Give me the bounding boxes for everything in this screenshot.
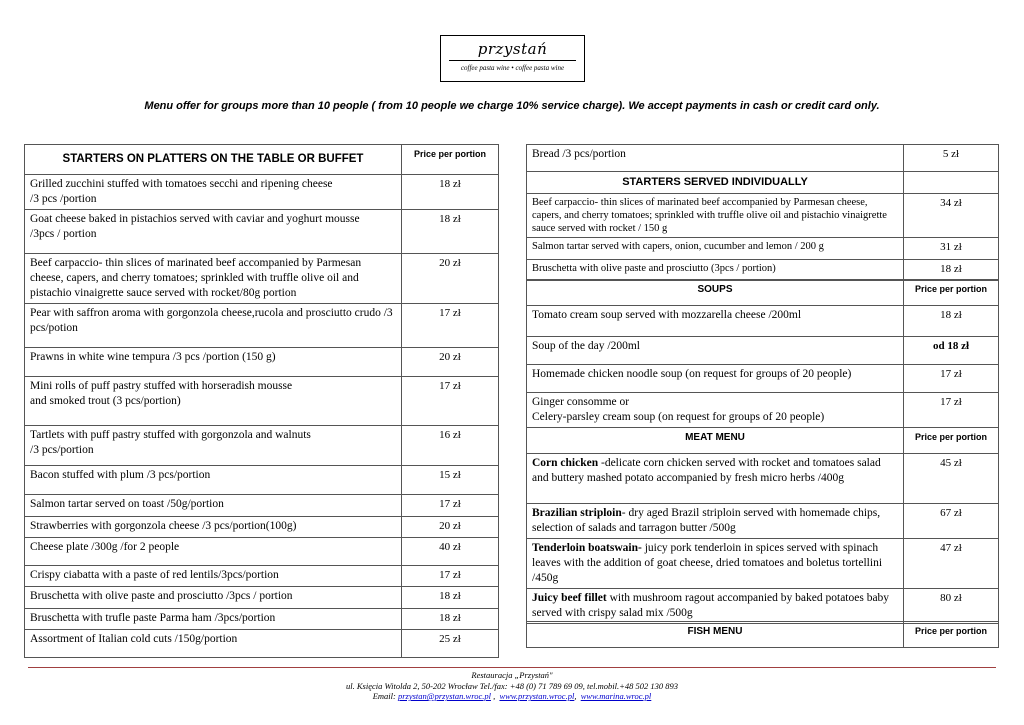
logo bbox=[440, 35, 585, 82]
dish-price: 18 zł bbox=[402, 587, 499, 609]
logo-divider bbox=[449, 60, 576, 61]
dish-name bbox=[527, 454, 904, 504]
dish-price: 20 zł bbox=[402, 254, 499, 304]
footer-divider bbox=[28, 667, 996, 668]
dish-name bbox=[527, 539, 904, 589]
dish-name: Ginger consomme or Celery-parsley cream soup (on request for groups of 20 people) bbox=[527, 393, 904, 428]
price-header: Price per portion bbox=[904, 428, 999, 454]
dish-price: 18 zł bbox=[904, 306, 999, 337]
dish-name: Homemade chicken noodle soup (on request for groups of 20 people) bbox=[527, 365, 904, 393]
starters-platter-table bbox=[24, 144, 499, 658]
dish-price: 18 zł bbox=[402, 210, 499, 254]
dish-name: Pear with saffron aroma with gorgonzola cheese,rucola and prosciutto crudo /3 pcs/potion bbox=[25, 304, 402, 348]
fish-table bbox=[526, 621, 999, 648]
dish-name: Goat cheese baked in pistachios served with caviar and yoghurt mousse /3pcs / portion bbox=[25, 210, 402, 254]
dish-price: 80 zł bbox=[904, 589, 999, 624]
contact-links: Email: przystan@przystan.wroc.pl , www.przystan.wroc.pl, www.marina.wroc.pl bbox=[372, 691, 652, 701]
dish-price: 25 zł bbox=[402, 630, 499, 658]
dish-name: Bruschetta with trufle paste Parma ham /3pcs/portion bbox=[25, 609, 402, 630]
dish-name: Assortment of Italian cold cuts /150g/portion bbox=[25, 630, 402, 658]
dish-description: -delicate corn chicken served with rocket and tomatoes salad and buttery mashed potato accompanied by fresh micro herbs /400g bbox=[532, 457, 881, 484]
dish-price: 17 zł bbox=[402, 377, 499, 426]
dish-name: Salmon tartar served on toast /50g/portion bbox=[25, 495, 402, 517]
section-header: STARTERS ON PLATTERS ON THE TABLE OR BUFFET bbox=[25, 145, 402, 175]
footer bbox=[0, 670, 1024, 702]
dish-price: 20 zł bbox=[402, 517, 499, 538]
dish-name: Grilled zucchini stuffed with tomatoes secchi and ripening cheese /3 pcs /portion bbox=[25, 175, 402, 210]
dish-price: 15 zł bbox=[402, 466, 499, 495]
dish-price: 34 zł bbox=[904, 194, 999, 238]
dish-price: 20 zł bbox=[402, 348, 499, 377]
meat-header: MEAT MENU bbox=[527, 428, 904, 454]
dish-title: Tenderloin boatswain- bbox=[532, 542, 642, 554]
email-label: Email: bbox=[372, 691, 398, 701]
dish-price: 67 zł bbox=[904, 504, 999, 539]
dish-name: Cheese plate /300g /for 2 people bbox=[25, 538, 402, 566]
menu-row bbox=[25, 348, 499, 377]
fish-header: FISH MENU bbox=[527, 622, 904, 648]
dish-name: Beef carpaccio- thin slices of marinated beef accompanied by Parmesan cheese, capers, and cherry tomatoes; sprinkled with truffle olive oil and pistachio vinaigrette sauce served with rocket / 150 g bbox=[527, 194, 904, 238]
menu-row bbox=[527, 539, 999, 589]
menu-row bbox=[25, 210, 499, 254]
dish-name: Prawns in white wine tempura /3 pcs /portion (150 g) bbox=[25, 348, 402, 377]
dish-title: Brazilian striploin bbox=[532, 507, 622, 519]
group-notice: Menu offer for groups more than 10 people ( from 10 people we charge 10% service charge). We accept payments in cash or credit card only. bbox=[144, 100, 880, 112]
dish-price: 47 zł bbox=[904, 539, 999, 589]
empty-cell bbox=[904, 172, 999, 194]
menu-row bbox=[527, 454, 999, 504]
price-header: Price per portion bbox=[904, 280, 999, 306]
dish-price: 18 zł bbox=[402, 609, 499, 630]
menu-row bbox=[527, 238, 999, 260]
bread-name: Bread /3 pcs/portion bbox=[527, 145, 904, 172]
menu-row bbox=[25, 175, 499, 210]
dish-name: Bruschetta with olive paste and prosciutto /3pcs / portion bbox=[25, 587, 402, 609]
menu-row bbox=[25, 426, 499, 466]
menu-row bbox=[25, 538, 499, 566]
website-link[interactable]: www.przystan.wroc.pl bbox=[499, 691, 575, 701]
price-header: Price per portion bbox=[904, 622, 999, 648]
menu-row bbox=[527, 306, 999, 337]
menu-row bbox=[25, 517, 499, 538]
menu-row bbox=[25, 254, 499, 304]
menu-row bbox=[25, 377, 499, 426]
menu-row bbox=[25, 566, 499, 587]
menu-row bbox=[25, 587, 499, 609]
dish-name: Bacon stuffed with plum /3 pcs/portion bbox=[25, 466, 402, 495]
dish-name: Tomato cream soup served with mozzarella cheese /200ml bbox=[527, 306, 904, 337]
logo-name: przystań bbox=[477, 40, 548, 58]
menu-row bbox=[527, 365, 999, 393]
soups-meat-table bbox=[526, 279, 999, 624]
dish-title: Corn chicken bbox=[532, 457, 601, 469]
menu-row bbox=[527, 589, 999, 624]
dish-description: juicy pork tenderloin in spices served with spinach leaves with the addition of goat cheese, dried tomatoes and boletus tortellini /450g bbox=[532, 542, 883, 584]
dish-name: Bruschetta with olive paste and prosciutto (3pcs / portion) bbox=[527, 260, 904, 281]
dish-price: 17 zł bbox=[402, 495, 499, 517]
dish-price: 17 zł bbox=[904, 365, 999, 393]
dish-name: Soup of the day /200ml bbox=[527, 337, 904, 365]
dish-name: Tartlets with puff pastry stuffed with gorgonzola and walnuts /3 pcs/portion bbox=[25, 426, 402, 466]
dish-title: Juicy beef fillet bbox=[532, 592, 607, 604]
bread-price: 5 zł bbox=[904, 145, 999, 172]
dish-name: Mini rolls of puff pastry stuffed with horseradish mousse and smoked trout (3 pcs/portion) bbox=[25, 377, 402, 426]
dish-price: 17 zł bbox=[402, 566, 499, 587]
dish-price: 17 zł bbox=[402, 304, 499, 348]
logo-tagline: coffee pasta wine • coffee pasta wine bbox=[460, 64, 565, 72]
dish-price: 16 zł bbox=[402, 426, 499, 466]
marina-website-link[interactable]: www.marina.wroc.pl bbox=[580, 691, 652, 701]
bread-starters-table bbox=[526, 144, 999, 281]
menu-row bbox=[25, 495, 499, 517]
menu-row bbox=[25, 466, 499, 495]
menu-row bbox=[25, 609, 499, 630]
dish-price: 45 zł bbox=[904, 454, 999, 504]
menu-row bbox=[527, 194, 999, 238]
soups-header: SOUPS bbox=[527, 280, 904, 306]
menu-row bbox=[527, 260, 999, 281]
dish-price: 31 zł bbox=[904, 238, 999, 260]
dish-name: Strawberries with gorgonzola cheese /3 pcs/portion(100g) bbox=[25, 517, 402, 538]
email-link[interactable]: przystan@przystan.wroc.pl bbox=[397, 691, 491, 701]
dish-price: 17 zł bbox=[904, 393, 999, 428]
dish-description: with mushroom ragout accompanied by baked potatoes baby served with crispy salad mix /500g bbox=[532, 592, 890, 619]
starters-individual-header: STARTERS SERVED INDIVIDUALLY bbox=[527, 172, 904, 194]
address: ul. Księcia Witolda 2, 50-202 Wrocław Tel./fax: +48 (0) 71 789 69 09, tel.mobil.+48 502 130 893 bbox=[346, 680, 678, 691]
dish-name: Beef carpaccio- thin slices of marinated beef accompanied by Parmesan cheese, capers, and cherry tomatoes; sprinkled with truffle olive oil and pistachio vinaigrette sauce served with rocket/80g portion bbox=[25, 254, 402, 304]
menu-row bbox=[527, 504, 999, 539]
dish-price: 18 zł bbox=[904, 260, 999, 281]
dish-name: Crispy ciabatta with a paste of red lentils/3pcs/portion bbox=[25, 566, 402, 587]
menu-row bbox=[527, 393, 999, 428]
dish-description: - dry aged Brazil striploin served with homemade chips, selection of salads and tarragon butter /500g bbox=[532, 507, 881, 534]
dish-name: Salmon tartar served with capers, onion, cucumber and lemon / 200 g bbox=[527, 238, 904, 260]
restaurant-name: Restauracja „Przystań" bbox=[471, 670, 553, 680]
dish-price: 18 zł bbox=[402, 175, 499, 210]
menu-row bbox=[527, 337, 999, 365]
dish-name bbox=[527, 504, 904, 539]
menu-row bbox=[25, 630, 499, 658]
dish-price: od 18 zł bbox=[904, 337, 999, 365]
menu-row bbox=[25, 304, 499, 348]
price-header: Price per portion bbox=[402, 145, 499, 175]
dish-name bbox=[527, 589, 904, 624]
dish-price: 40 zł bbox=[402, 538, 499, 566]
